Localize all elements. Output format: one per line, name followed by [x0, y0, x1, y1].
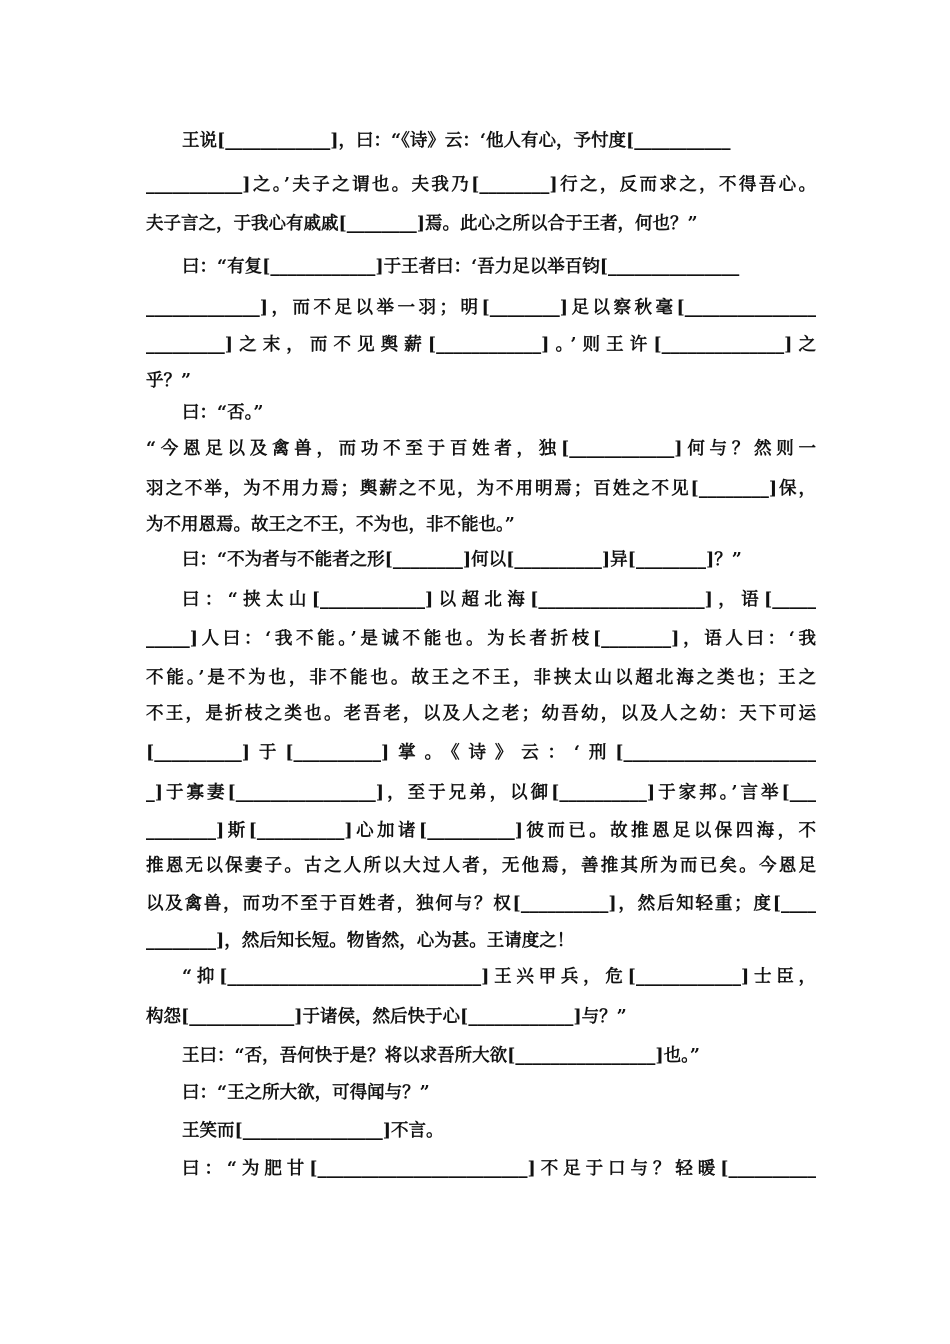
passage-line: 王笑而[________________]不言。 [182, 1121, 444, 1141]
passage-line: 曰：“不为者与不能者之形[________]何以[__________]异[________]？” [182, 550, 742, 570]
passage-line: [__________]于[__________]掌。《诗》云：‘刑[______________________ [146, 743, 816, 763]
passage-line: ________]，然后知长短。物皆然，心为甚。王请度之！ [146, 931, 575, 951]
passage-line: 乎？” [146, 371, 192, 391]
passage-line: _________]之末，而不见舆薪[____________]。’则王许[______________]之 [146, 335, 816, 355]
passage-line: 王说[____________]，曰：“《诗》云：‘他人有心，予忖度[___________ [182, 131, 731, 151]
passage-line: 羽之不举，为不用力焉；舆薪之不见，为不用明焉；百姓之不见[________]保， [146, 479, 816, 499]
passage-line: _]于寡妻[________________]，至于兄弟，以御[__________]于家邦。’言举[___ [146, 783, 816, 803]
passage-line: 曰：“有复[____________]于王者曰：‘吾力足以举百钧[_______________ [182, 257, 740, 277]
passage-line: ________]斯[__________]心加诸[__________]彼而已。故推恩足以保四海，不 [146, 821, 816, 841]
passage-line: 不能。’是不为也，非不能也。故王之不王，非挟太山以超北海之类也；王之 [146, 668, 816, 688]
passage-line: _____________]，而不足以举一羽；明[________]足以察秋毫[_______________ [146, 298, 816, 318]
passage-line: 为不用恩焉。故王之不王，不为也，非不能也。” [146, 515, 515, 535]
passage-line: 不王，是折枝之类也。老吾老，以及人之老；幼吾幼，以及人之幼：天下可运 [146, 704, 816, 724]
passage-line: ___________]之。’夫子之谓也。夫我乃[________]行之，反而求之，不得吾心。 [146, 175, 816, 195]
passage-line: 曰：“为肥甘[________________________]不足于口与？轻暖[__________ [182, 1159, 816, 1179]
passage-line: 曰：“王之所大欲，可得闻与？” [182, 1083, 430, 1103]
passage-line: _____]人曰：‘我不能。’是诚不能也。为长者折枝[________]，语人曰：‘我 [146, 629, 816, 649]
passage-line: 王曰：“否，吾何快于是？将以求吾所大欲[________________]也。” [182, 1046, 700, 1066]
passage-line: “今恩足以及禽兽，而功不至于百姓者，独[____________]何与？然则一 [146, 439, 816, 459]
passage-line: 夫子言之，于我心有戚戚[________]焉。此心之所以合于王者，何也？” [146, 214, 698, 234]
passage-line: 曰：“否。” [182, 403, 264, 423]
passage-line: 曰：“挟太山[____________]以超北海[___________________]，语[_____ [182, 590, 816, 610]
passage-line: “抑[_____________________________]王兴甲兵，危[____________]士臣， [182, 967, 816, 987]
passage-line: 构怨[____________]于诸侯，然后快于心[____________]与？” [146, 1007, 627, 1027]
passage-line: 以及禽兽，而功不至于百姓者，独何与？权[__________]，然后知轻重；度[____ [146, 894, 816, 914]
passage-line: 推恩无以保妻子。古之人所以大过人者，无他焉，善推其所为而已矣。今恩足 [146, 856, 816, 876]
